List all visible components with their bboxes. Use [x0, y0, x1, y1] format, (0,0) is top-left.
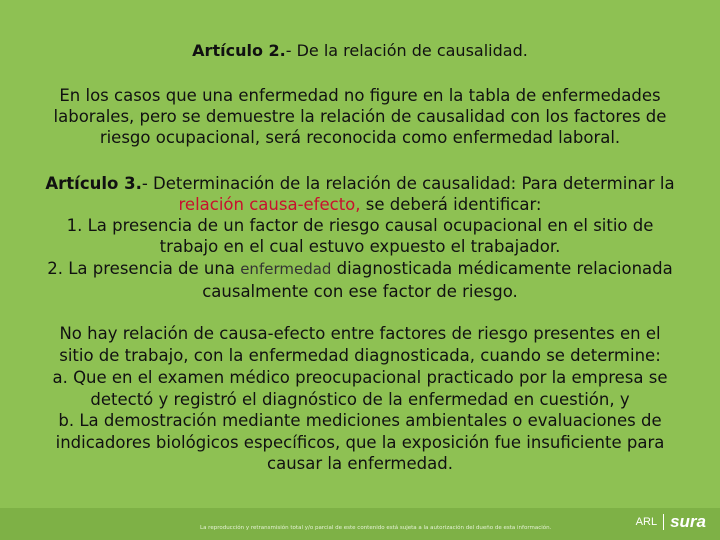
logo-divider	[663, 514, 664, 530]
article3-item1-line: trabajo en el cual estuvo expuesto el trabajador.	[159, 237, 561, 256]
article3-label: Artículo 3.	[45, 174, 142, 193]
article2-label: Artículo 2.	[192, 41, 286, 60]
no-relation-line: indicadores biológicos específicos, que la exposición fue insuficiente para	[55, 433, 665, 452]
item2-post: diagnosticada médicamente relacionada	[331, 259, 673, 278]
article3-line1	[0, 173, 720, 194]
article2-para-line: laborales, pero se demuestre la relación de causalidad con los factores de	[53, 107, 667, 126]
logo-arl: ARL	[635, 516, 658, 528]
footer-note: La reproducción y retransmisión total y/o parcial de este contenido está sujeta a la autorización del dueño de esta información.	[200, 525, 552, 531]
no-relation-line: sitio de trabajo, con la enfermedad diagnosticada, cuando se determine:	[59, 346, 661, 365]
no-relation-line: b. La demostración mediante mediciones ambientales o evaluaciones de	[58, 411, 662, 430]
article2-title	[0, 40, 720, 61]
article3-item1-line: 1. La presencia de un factor de riesgo causal ocupacional en el sitio de	[66, 216, 654, 235]
item2-word: enfermedad	[240, 260, 332, 278]
article3-item2-line2: causalmente con ese factor de riesgo.	[202, 282, 518, 301]
footer-bar	[0, 508, 720, 540]
article3-line2-text: se deberá identificar:	[360, 195, 542, 214]
article2-para-line: En los casos que una enfermedad no figure en la tabla de enfermedades	[59, 86, 661, 105]
causa-efecto-highlight: relación causa-efecto,	[178, 195, 361, 214]
article2-para-line: riesgo ocupacional, será reconocida como enfermedad laboral.	[99, 128, 621, 147]
no-relation-line: No hay relación de causa-efecto entre factores de riesgo presentes en el	[59, 324, 661, 343]
article3-line1-text: - Determinación de la relación de causalidad: Para determinar la	[141, 174, 675, 193]
item2-pre: 2. La presencia de una	[47, 259, 241, 278]
no-relation-line: a. Que en el examen médico preocupacional practicado por la empresa se	[52, 368, 668, 387]
article3-line2	[0, 194, 720, 215]
no-relation-line: detectó y registró el diagnóstico de la enfermedad en cuestión, y	[90, 390, 630, 409]
sura-logo	[636, 512, 706, 532]
article2-title-text: - De la relación de causalidad.	[285, 41, 528, 60]
logo-sura: sura	[670, 512, 706, 531]
article3-item2-line	[0, 258, 720, 280]
no-relation-line: causar la enfermedad.	[267, 454, 453, 473]
